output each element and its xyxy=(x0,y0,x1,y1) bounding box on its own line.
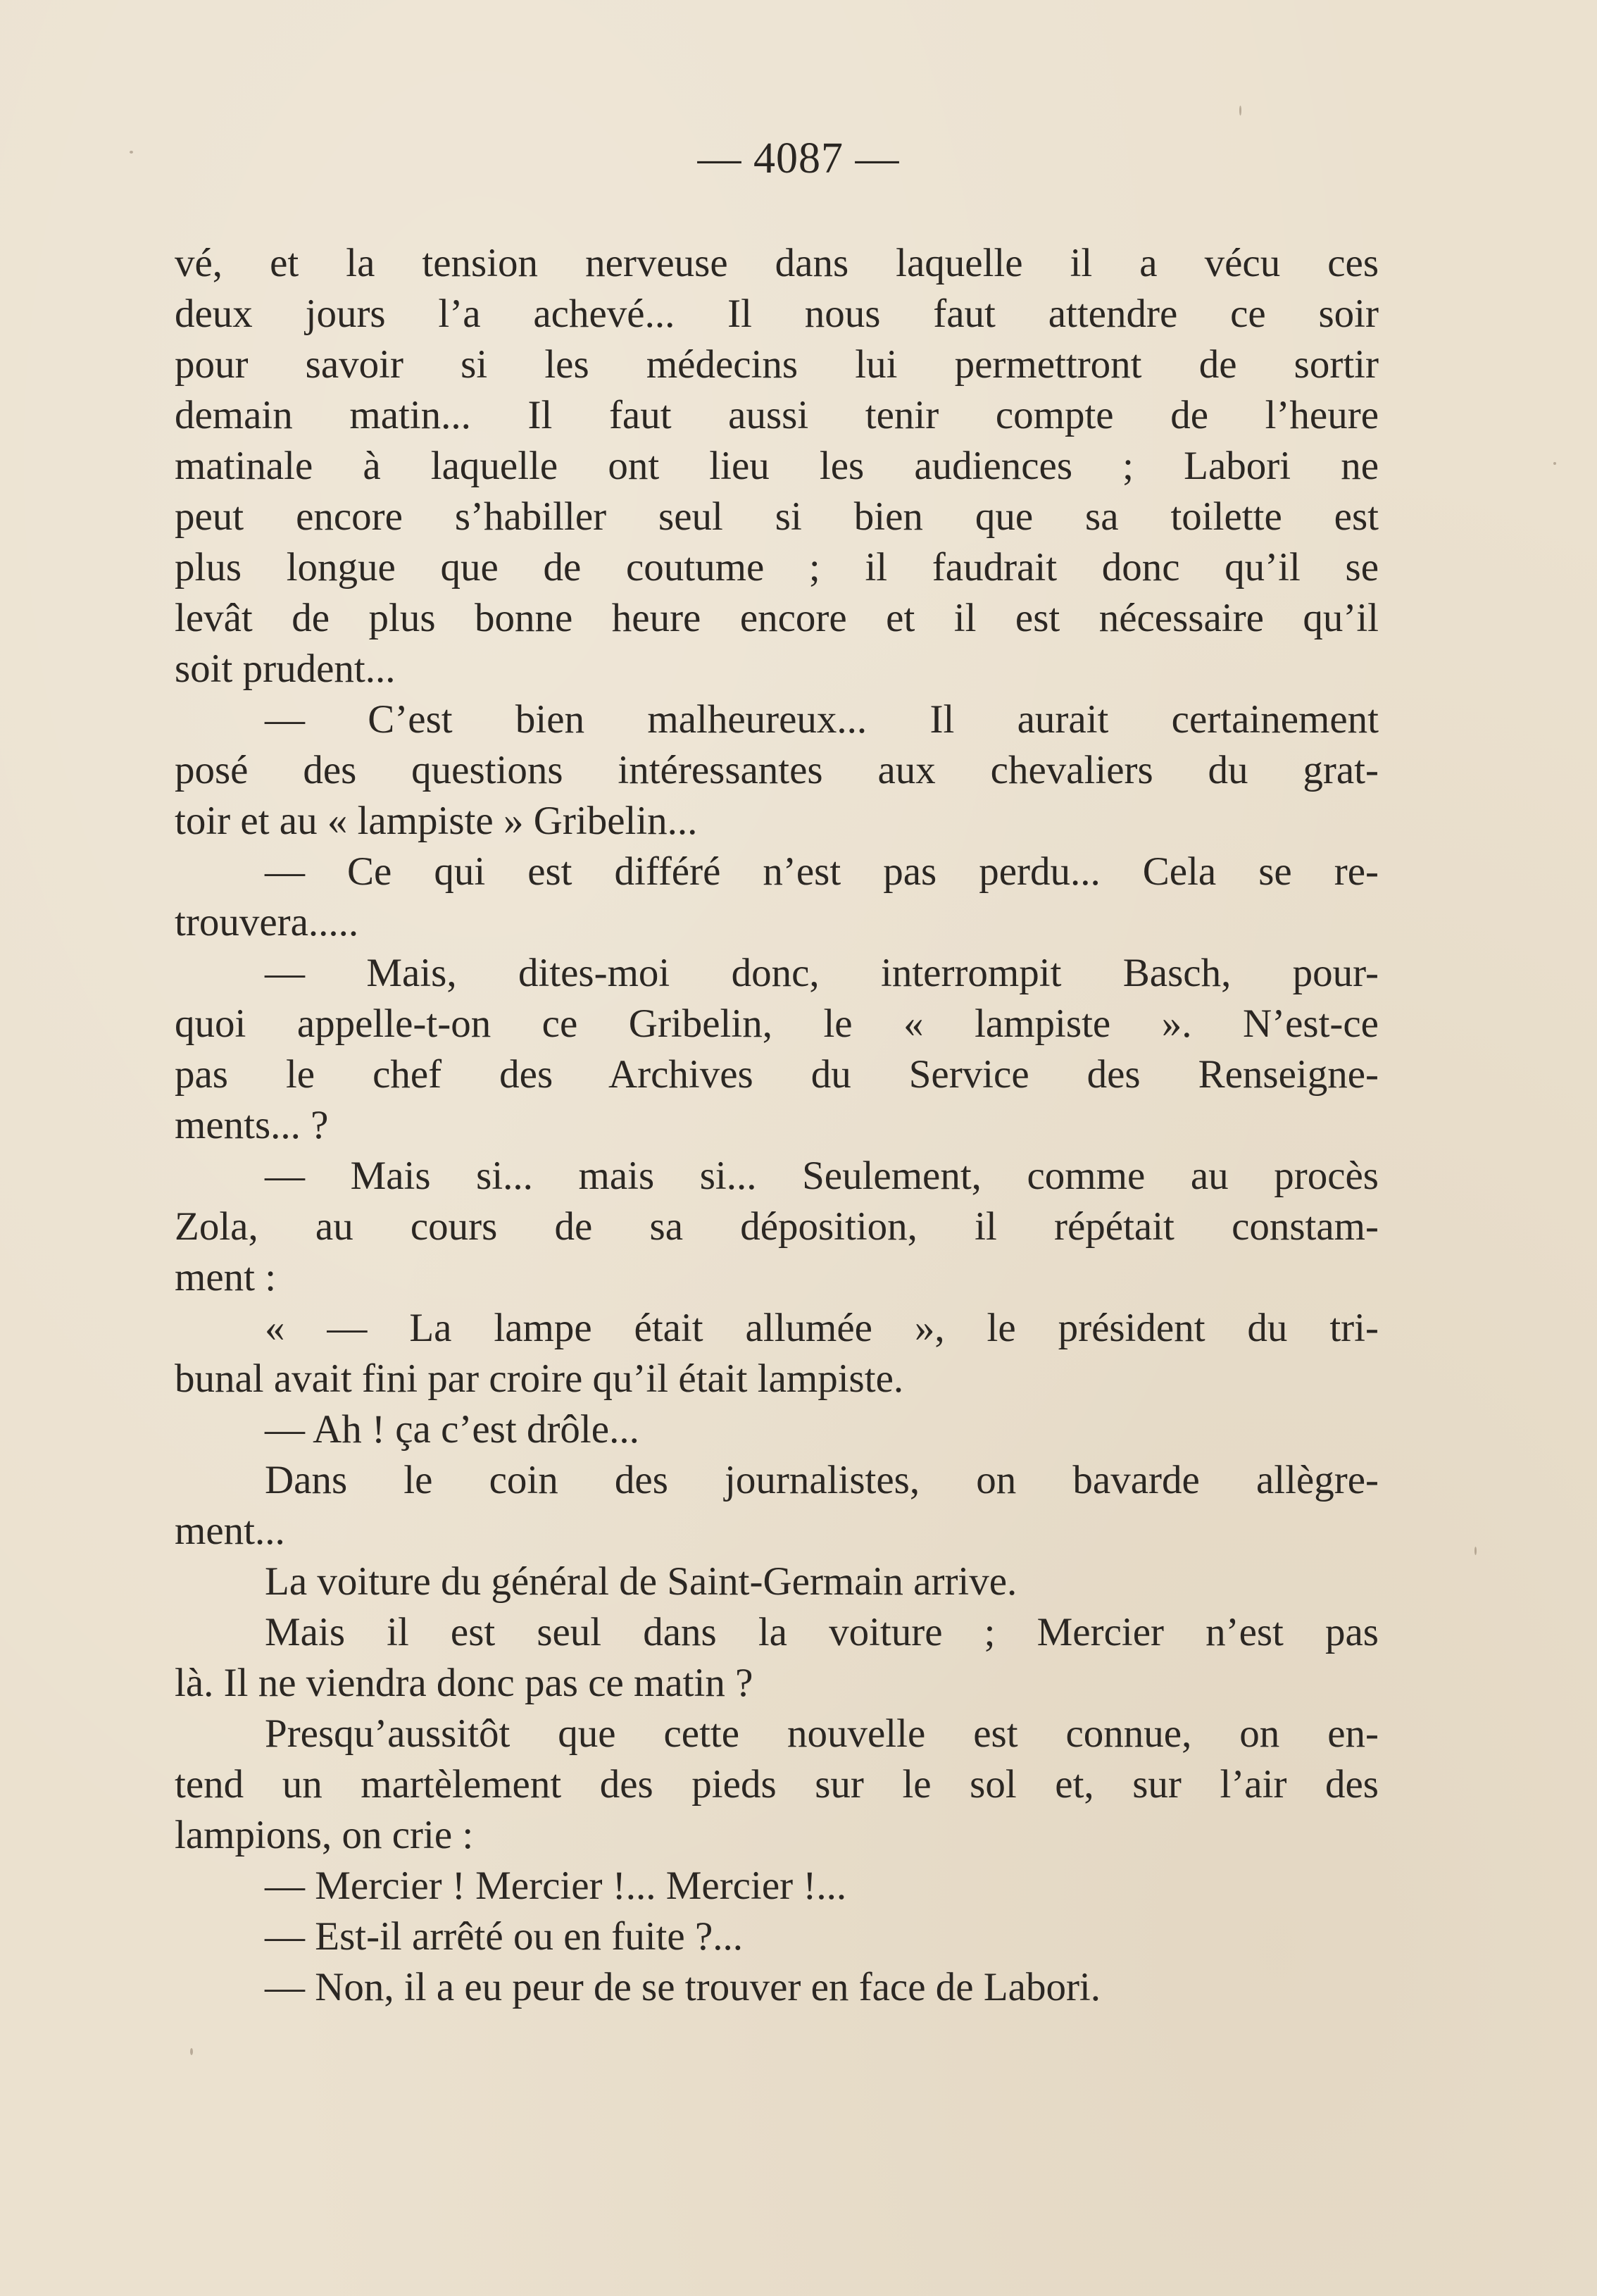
text-line: tend un martèlement des pieds sur le sol et, sur l’air des xyxy=(175,1762,1379,1807)
text-line: matinale à laquelle ont lieu les audiences ; Labori ne xyxy=(175,444,1379,488)
text-line: — Mais si... mais si... Seulement, comme au procès xyxy=(265,1154,1379,1198)
paper-speck xyxy=(130,151,133,154)
text-line: Dans le coin des journalistes, on bavarde allègre- xyxy=(265,1458,1379,1502)
text-line: lampions, on crie : xyxy=(175,1813,474,1857)
text-line: pour savoir si les médecins lui permettront de sortir xyxy=(175,342,1379,387)
text-line: — Mercier ! Mercier !... Mercier !... xyxy=(265,1864,847,1908)
text-line: — Est-il arrêté ou en fuite ?... xyxy=(265,1914,743,1959)
paper-speck xyxy=(1474,1547,1477,1555)
paper-speck xyxy=(190,2048,193,2055)
text-line: — Ah ! ça c’est drôle... xyxy=(265,1407,639,1452)
text-line: toir et au « lampiste » Gribelin... xyxy=(175,799,698,843)
text-line: ments... ? xyxy=(175,1103,329,1147)
text-line: ment... xyxy=(175,1509,285,1553)
text-line: La voiture du général de Saint-Germain arrive. xyxy=(265,1559,1017,1604)
text-line: vé, et la tension nerveuse dans laquelle il a vécu ces xyxy=(175,241,1379,285)
body-text xyxy=(175,238,1379,2013)
text-line: posé des questions intéressantes aux chevaliers du grat- xyxy=(175,748,1379,792)
text-line: trouvera..... xyxy=(175,900,359,944)
text-line: « — La lampe était allumée », le président du tri- xyxy=(265,1306,1379,1350)
text-line: ment : xyxy=(175,1255,277,1299)
text-line: levât de plus bonne heure encore et il est nécessaire qu’il xyxy=(175,596,1379,640)
page-number: — 4087 — xyxy=(697,135,900,182)
text-line: — Mais, dites-moi donc, interrompit Basch, pour- xyxy=(265,951,1379,995)
text-line: demain matin... Il faut aussi tenir compte de l’heure xyxy=(175,393,1379,437)
text-line: quoi appelle-t-on ce Gribelin, le « lampiste ». N’est-ce xyxy=(175,1002,1379,1046)
text-line: soit prudent... xyxy=(175,647,396,691)
text-line: — Non, il a eu peur de se trouver en face de Labori. xyxy=(265,1965,1101,2009)
text-line: bunal avait fini par croire qu’il était lampiste. xyxy=(175,1356,904,1401)
paper-speck xyxy=(1239,106,1241,116)
text-line: — Ce qui est différé n’est pas perdu... Cela se re- xyxy=(265,849,1379,894)
text-line: plus longue que de coutume ; il faudrait donc qu’il se xyxy=(175,545,1379,589)
text-line: peut encore s’habiller seul si bien que sa toilette est xyxy=(175,494,1379,539)
text-line: Mais il est seul dans la voiture ; Mercier n’est pas xyxy=(265,1610,1379,1654)
text-line: Presqu’aussitôt que cette nouvelle est connue, on en- xyxy=(265,1711,1379,1756)
text-line: — C’est bien malheureux... Il aurait certainement xyxy=(265,697,1379,742)
text-line: pas le chef des Archives du Service des Renseigne- xyxy=(175,1052,1379,1097)
paper-speck xyxy=(1553,462,1556,465)
text-line: là. Il ne viendra donc pas ce matin ? xyxy=(175,1661,753,1705)
text-line: Zola, au cours de sa déposition, il répétait constam- xyxy=(175,1204,1379,1249)
text-line: deux jours l’a achevé... Il nous faut attendre ce soir xyxy=(175,292,1379,336)
